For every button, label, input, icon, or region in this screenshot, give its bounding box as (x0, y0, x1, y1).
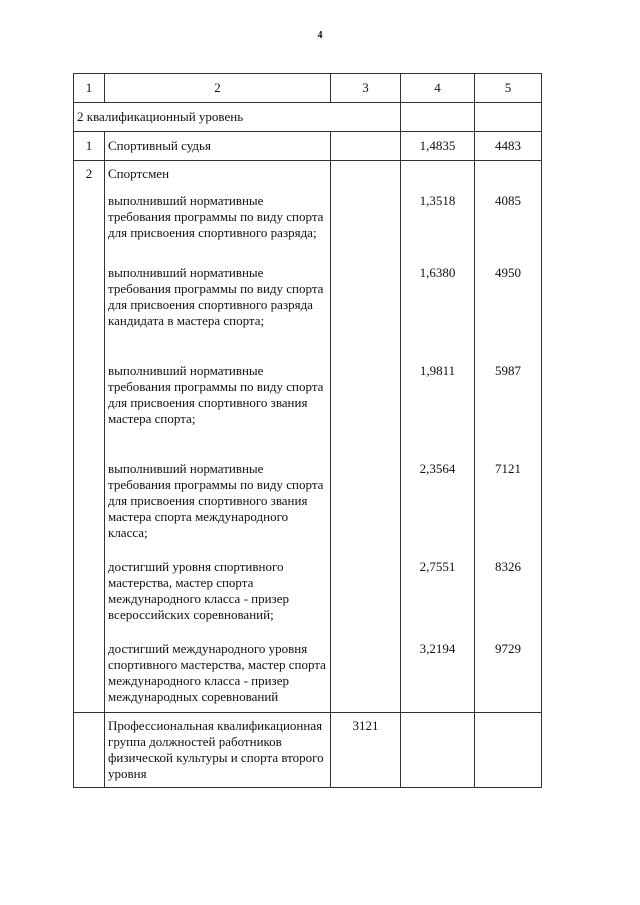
empty-cell (331, 161, 401, 713)
salary-column (475, 161, 542, 713)
header-cell: 2 (105, 74, 331, 103)
athlete-description (105, 161, 331, 713)
page-number: 4 (317, 30, 323, 41)
athlete-item-text: достигший международного уровня спортивного мастерства, мастер спорта международного класса - призер международных соревнований (108, 641, 326, 704)
coefficient: 2,7551 (419, 559, 456, 574)
athlete-item-text: выполнивший нормативные требования программы по виду спорта для присвоения спортивного звания мастера спорта международного класса; (108, 461, 324, 540)
empty-cell (475, 713, 542, 788)
athlete-item-text: выполнивший нормативные требования программы по виду спорта для присвоения спортивного звания мастера спорта; (108, 363, 324, 426)
header-cell: 3 (331, 74, 401, 103)
athlete-item-text: выполнивший нормативные требования программы по виду спорта для присвоения спортивного разряда; (108, 193, 324, 240)
table-header-row (74, 74, 542, 103)
header-cell: 5 (475, 74, 542, 103)
row-number: 1 (74, 132, 105, 161)
coefficient: 1,9811 (419, 363, 456, 378)
table-row-group (74, 713, 542, 788)
empty-cell (74, 713, 105, 788)
level-row (74, 103, 542, 132)
empty-cell (401, 103, 475, 132)
coefficient: 2,3564 (419, 461, 456, 476)
coefficient: 3,2194 (419, 641, 456, 656)
group-name: Профессиональная квалификационная группа должностей работников физической культуры и спорта второго уровня (105, 713, 331, 788)
position-name: Спортивный судья (105, 132, 331, 161)
salary: 8326 (495, 559, 521, 574)
table-row-athlete (74, 161, 542, 713)
athlete-item-text: выполнивший нормативные требования программы по виду спорта для присвоения спортивного разряда кандидата в мастера спорта; (108, 265, 324, 328)
header-cell: 1 (74, 74, 105, 103)
salary: 4483 (475, 132, 542, 161)
coefficient: 1,6380 (419, 265, 456, 280)
table-row-referee (74, 132, 542, 161)
coefficient: 1,4835 (401, 132, 475, 161)
group-value: 3121 (331, 713, 401, 788)
salary: 7121 (495, 461, 521, 476)
coefficient: 1,3518 (419, 193, 456, 208)
empty-cell (401, 713, 475, 788)
athlete-item-text: достигший уровня спортивного мастерства, мастер спорта международного класса - призер всероссийских соревнований; (108, 559, 289, 622)
empty-cell (475, 103, 542, 132)
salary: 4950 (495, 265, 521, 280)
coefficient-column (401, 161, 475, 713)
salary: 9729 (495, 641, 521, 656)
empty-cell (331, 132, 401, 161)
level-title: 2 квалификационный уровень (74, 103, 401, 132)
position-name: Спортсмен (108, 166, 170, 181)
header-cell: 4 (401, 74, 475, 103)
salary: 5987 (495, 363, 521, 378)
salary-table (73, 73, 542, 788)
salary: 4085 (495, 193, 521, 208)
row-number: 2 (74, 161, 105, 713)
